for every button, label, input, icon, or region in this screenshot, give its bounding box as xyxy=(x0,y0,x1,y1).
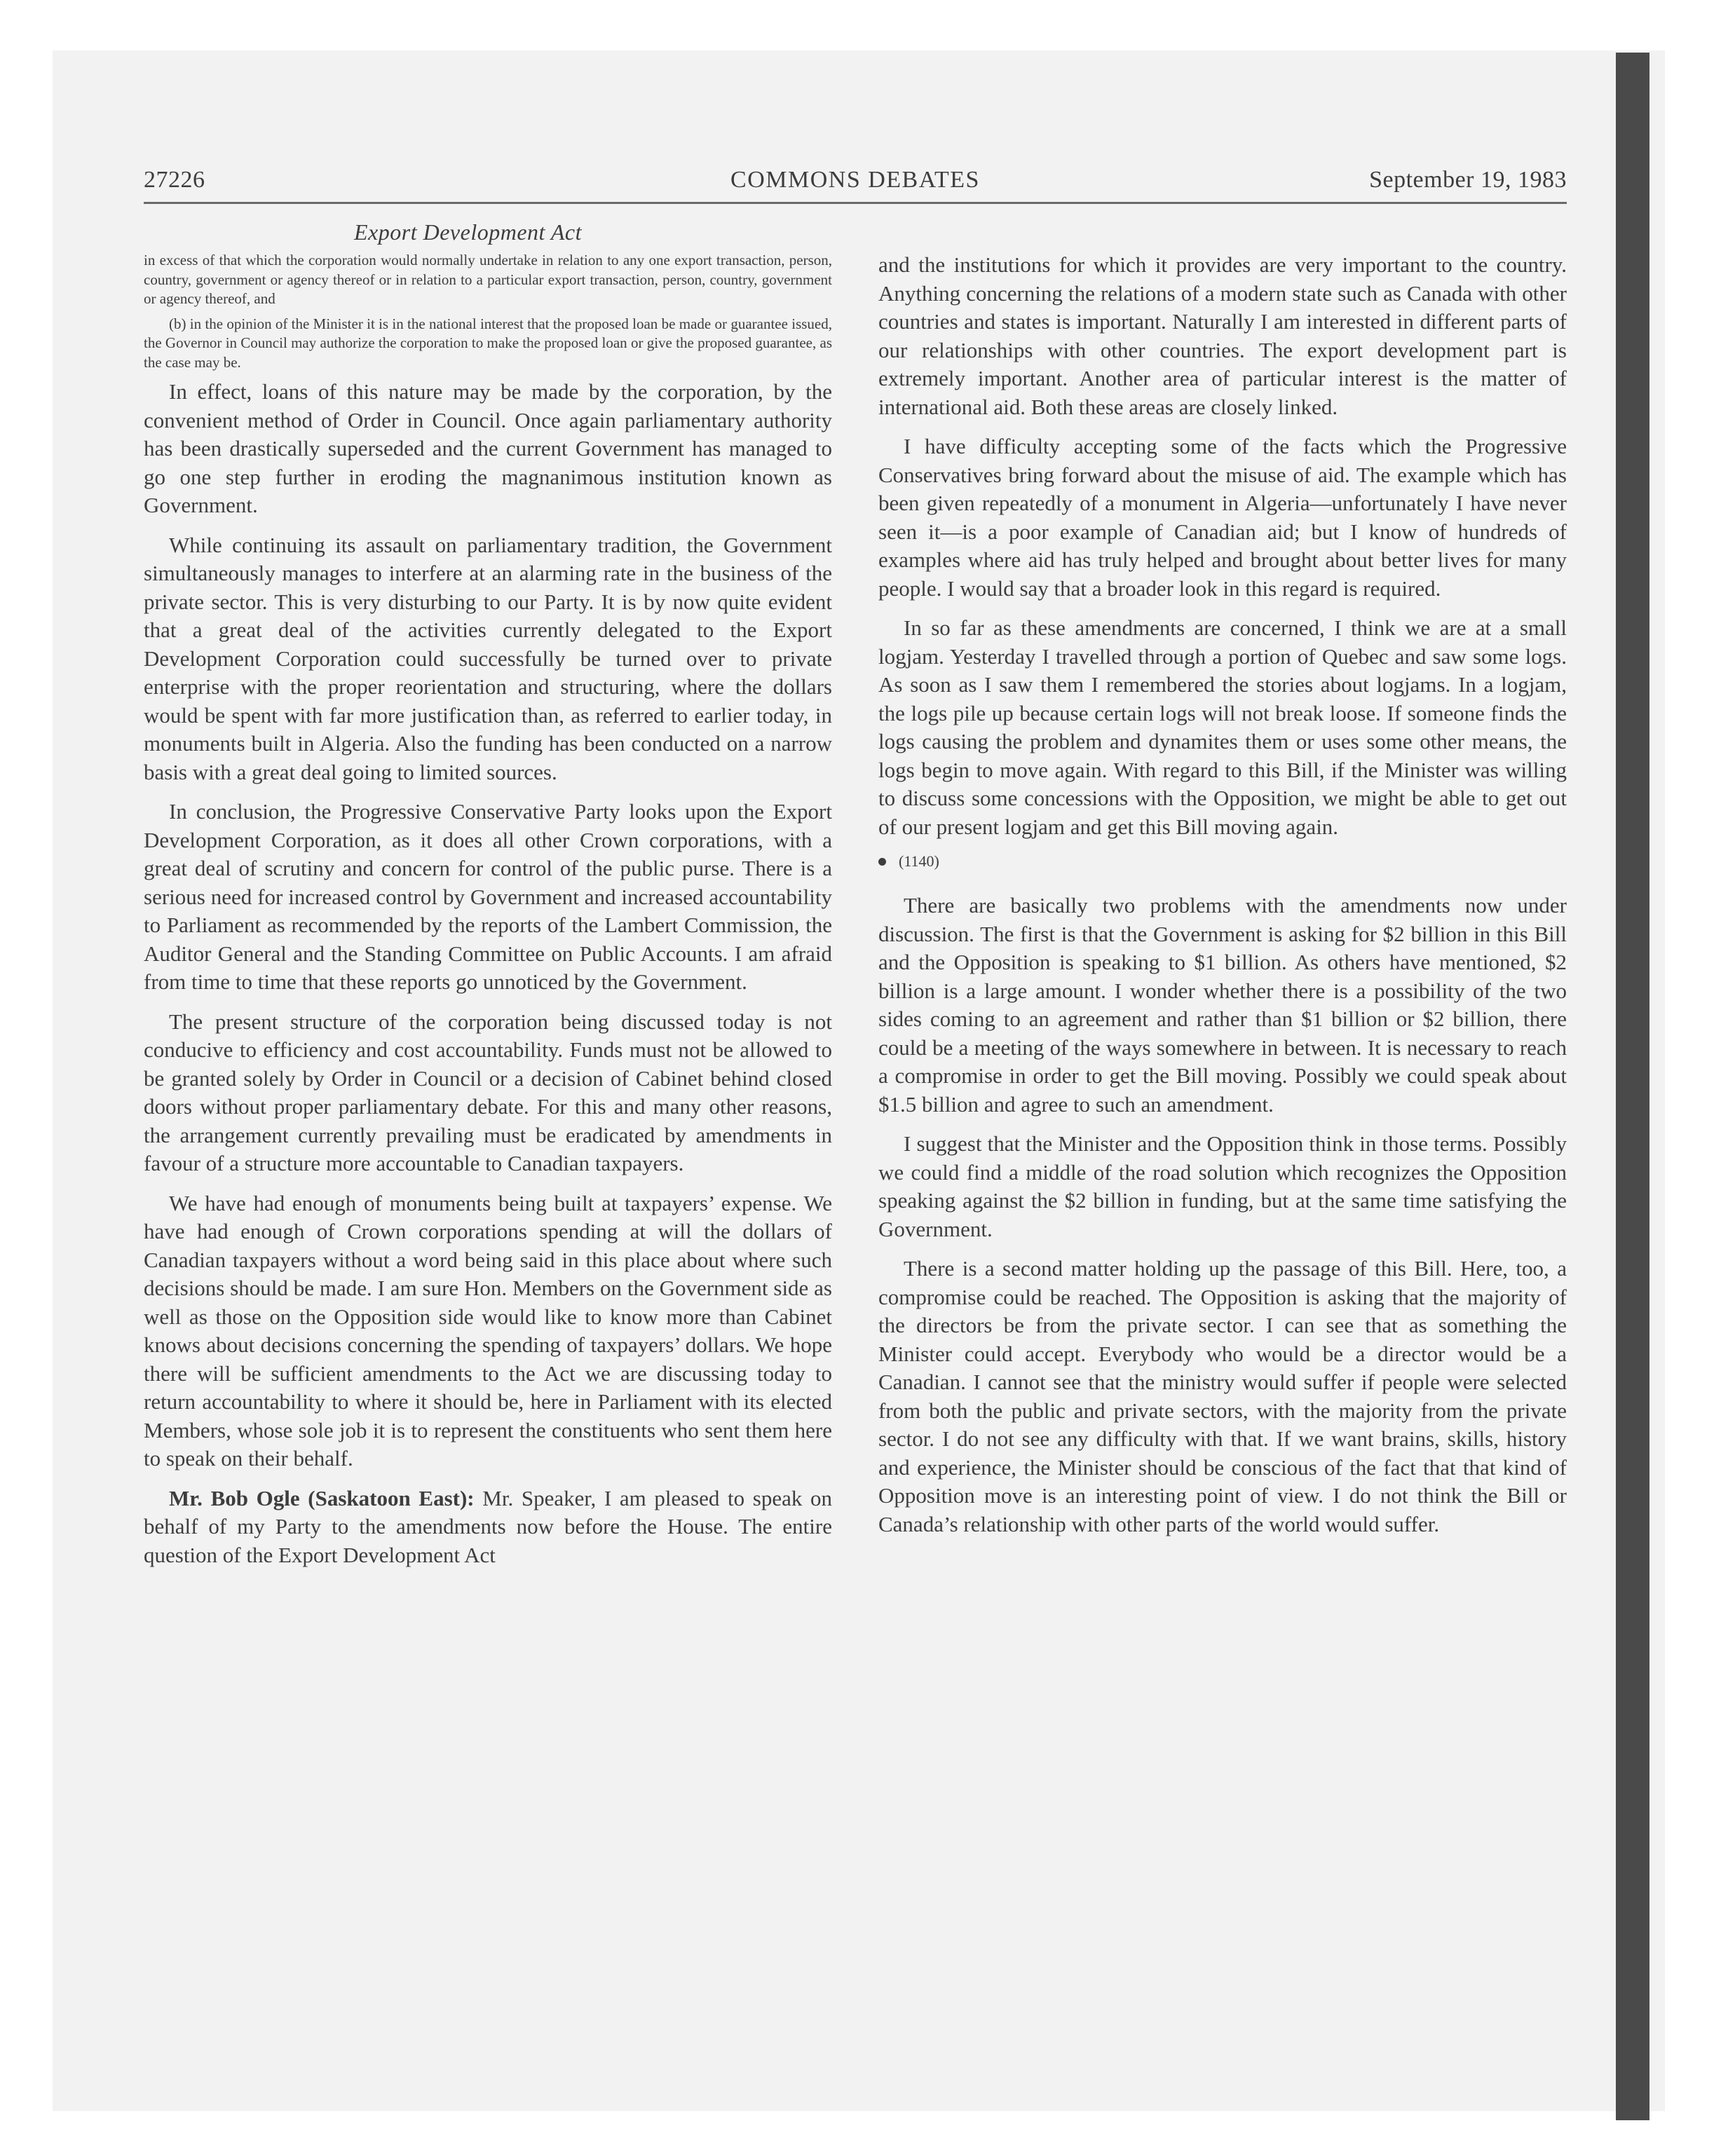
publication-date: September 19, 1983 xyxy=(1369,167,1567,193)
paragraph: I suggest that the Minister and the Opposition think in those terms. Possibly we could find a middle of the road solution which recognizes the Opposition speaking against the $2 billion in funding, but at the same time satisfying the Government. xyxy=(878,1131,1567,1241)
paragraph: In so far as these amendments are concerned, I think we are at a small logjam. Yesterday I travelled through a portion of Quebec and saw some logs. As soon as I saw them I remembered the stories about logjams. In a logjam, the logs pile up because certain logs will not break loose. If someone finds the logs causing the problem and dynamites them or uses some other means, the logs begin to move again. With regard to this Bill, if the Minister was willing to discuss some concessions with the Opposition, we might be able to get out of our present logjam and get this Bill moving again. xyxy=(878,615,1567,839)
paragraph: There is a second matter holding up the passage of this Bill. Here, too, a compromise could be reached. The Opposition is asking that the majority of the directors be from the private sector. I can see that as something the Minister could accept. Everybody who would be a director would be a Canadian. I cannot see that the ministry would suffer if people were selected from both the public and private sectors, with the majority from the private sector. I do not see any difficulty with that. If we want brains, skills, history and experience, the Minister should be conscious of the fact that that kind of Opposition move is an interesting point of view. I do not think the Bill or Canada’s relationship with other parts of the world would suffer. xyxy=(878,1256,1567,1536)
quoted-statute-text: in excess of that which the corporation would normally undertake in relation to any one export transaction, person, country, government or agency thereof or in relation to a particular export transaction, person, country, government or agency thereof, and xyxy=(144,252,832,307)
paragraph: We have had enough of monuments being built at taxpayers’ expense. We have had enough of Crown corporations spending at will the dollars of Canadian taxpayers without a word being said in this place about where such decisions should be made. I am sure Hon. Members on the Government side as well as those on the Opposition side would like to know more than Cabinet knows about decisions concerning the spending of taxpayers’ dollars. We hope there will be sufficient amendments to the Act we are discussing today to return accountability to where it should be, here in Parliament with its elected Members, whose sole job it is to represent the constituents who sent them here to speak on their behalf. xyxy=(144,1190,832,1471)
paragraph: There are basically two problems with the amendments now under discussion. The first is that the Government is asking for $2 billion in this Bill and the Opposition is speaking to $1 billion. As others have mentioned, $2 billion is a large amount. I wonder whether there is a possibility of the two sides coming to an agreement and rather than $1 billion or $2 billion, there could be a meeting of the ways somewhere in between. It is necessary to reach a compromise in order to get the Bill moving. Possibly we could speak about $1.5 billion and agree to such an amendment. xyxy=(878,893,1567,1117)
paragraph: While continuing its assault on parliamentary tradition, the Government simultaneously manages to interfere at an alarming rate in the business of the private sector. This is very disturbing to our Party. It is by now quite evident that a great deal of the activities currently delegated to the Export Development Corporation could successfully be turned over to private enterprise with the proper reorientation and structuring, where the dollars would be spent with far more justification than, as referred to earlier today, in monuments built in Algeria. Also the funding has been conducted on a narrow basis with a great deal going to limited sources. xyxy=(144,532,832,784)
left-column xyxy=(144,251,832,1581)
publication-title: COMMONS DEBATES xyxy=(730,167,980,193)
bullet-icon xyxy=(878,858,886,866)
speaker-name: Mr. Bob Ogle (Saskatoon East): xyxy=(169,1485,475,1510)
paragraph: In conclusion, the Progressive Conservative Party looks upon the Export Development Corporation, as it does all other Crown corporations, with a great deal of scrutiny and concern for control of the public purse. There is a serious need for increased control by Government and increased accountability to Parliament as recommended by the reports of the Lambert Commission, the Auditor General and the Standing Committee on Public Accounts. I am afraid from time to time that these reports go unnoticed by the Government. xyxy=(144,799,832,994)
page-number: 27226 xyxy=(144,167,205,193)
paragraph: The present structure of the corporation being discussed today is not conducive to efficiency and cost accountability. Funds must not be allowed to be granted solely by Order in Council or a decision of Cabinet behind closed doors without proper parliamentary debate. For this and many other reasons, the arrangement currently prevailing must be eradicated by amendments in favour of a structure more accountable to Canadian taxpayers. xyxy=(144,1009,832,1175)
document-page xyxy=(144,167,1567,1581)
running-head xyxy=(144,167,1567,204)
quoted-statute-text: (b) in the opinion of the Minister it is in the national interest that the proposed loan be made or guarantee issued, the Governor in Council may authorize the corporation to make the proposed loan or give the proposed guarantee, as the case may be. xyxy=(144,315,832,371)
section-title: Export Development Act xyxy=(354,219,582,245)
time-marker xyxy=(878,852,1567,871)
right-column xyxy=(878,251,1567,1581)
speech-text: Mr. Speaker, I am pleased to speak on behalf of my Party to the amendments now before the House. The entire question of the Export Development Act xyxy=(144,1485,833,1567)
scan-edge-shadow xyxy=(1616,53,1649,2120)
paragraph: and the institutions for which it provides are very important to the country. Anything concerning the relations of a modern state such as Canada with other countries and states is important. Naturally I am interested in different parts of our relationships with other countries. The export development part is extremely important. Another area of particular interest is the matter of international aid. Both these areas are closely linked. xyxy=(878,252,1567,419)
speaker-paragraph xyxy=(144,1485,832,1570)
text-columns xyxy=(144,251,1567,1581)
paragraph: I have difficulty accepting some of the facts which the Progressive Conservatives bring forward about the misuse of aid. The example which has been given repeatedly of a monument in Algeria—unfortunately I have never seen it—is a poor example of Canadian aid; but I know of hundreds of examples where aid has truly helped and brought about better lives for many people. I would say that a broader look in this regard is required. xyxy=(878,434,1567,601)
time-marker-text: (1140) xyxy=(899,852,939,870)
paragraph: In effect, loans of this nature may be made by the corporation, by the convenient method of Order in Council. Once again parliamentary authority has been drastically superseded and the current Government has managed to go one step further in eroding the magnanimous institution known as Government. xyxy=(144,379,832,517)
